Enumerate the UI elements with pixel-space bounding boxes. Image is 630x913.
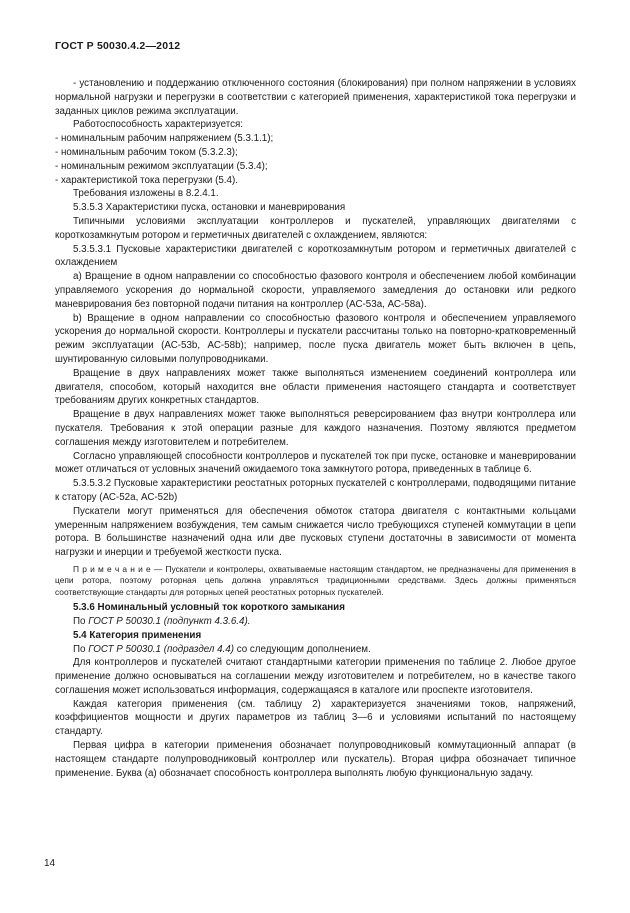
paragraph-run: По <box>73 643 89 655</box>
paragraph-text: Вращение в двух направлениях может также выполняться реверсированием фаз внутри контроллера или пускателя. Требования к этой операции разные для каждого назначения. Поэтому являются предметом соглашения между изготовителем и потребителем. <box>55 409 576 448</box>
paragraph-text: 5.3.5.3.1 Пусковые характеристики двигателей с короткозамкнутым ротором и герметичных двигателей с охлаждением <box>55 243 576 269</box>
document-header-title: ГОСТ Р 50030.4.2—2012 <box>55 40 181 52</box>
section-5-3-5-3-heading <box>55 201 576 215</box>
note-paragraph <box>55 564 576 598</box>
list-item <box>55 174 576 188</box>
list-item <box>55 160 576 174</box>
paragraph-run: со следующим дополнением. <box>234 643 371 655</box>
paragraph-text: 5.3.5.3 Характеристики пуска, остановки и маневрирования <box>73 202 346 214</box>
paragraph <box>55 270 576 311</box>
paragraph-text: 5.4 Категория применения <box>73 629 202 641</box>
section-5-4-heading <box>55 629 576 643</box>
paragraph-run: ГОСТ Р 50030.1 (подпункт 4.3.6.4). <box>88 615 251 627</box>
paragraph <box>55 739 576 780</box>
paragraph-text: Каждая категория применения (см. таблицу 2) характеризуется значениями токов, напряжений, коэффициентов мощности и других параметров из таблиц 3—6 и условиями испытаний по настоящему стандарту. <box>55 698 576 738</box>
document-body <box>55 77 576 780</box>
paragraph-text: П р и м е ч а н и е — Пускатели и контролеры, охватываемые настоящим стандартом, не предназначены для применения в цепи ротора, поэтому роторная цепь должна управляться традиционными средствами. Здесь должны применяться соответствующие стандарты для роторных цепей реостатных роторных пускателей. <box>55 563 576 597</box>
paragraph <box>55 215 576 243</box>
paragraph-text: Вращение в двух направлениях может также выполняться изменением соединений контроллера или двигателя, способом, который находится вне области применения настоящего стандарта и соответствует требованиям других конкретных стандартов. <box>55 367 576 407</box>
paragraph <box>55 408 576 449</box>
paragraph-text: - номинальным режимом эксплуатации (5.3.4); <box>55 160 268 172</box>
paragraph-text: Типичными условиями эксплуатации контроллеров и пускателей, управляющих двигателями с короткозамкнутым ротором и герметичных двигателей с охлаждением, являются: <box>55 215 576 241</box>
list-item <box>55 146 576 160</box>
paragraph-text: Требования изложены в 8.2.4.1. <box>73 188 219 200</box>
paragraph <box>55 505 576 560</box>
paragraph-text: Пускатели могут применяться для обеспечения обмоток статора двигателя с контактными кольцами умеренным напряжением возбуждения, тем самым снижается число требующихся ступеней коммутации в цепи ротора. В большинстве назначений одна или две пусковых ступени достаточны в зависимости от момента нагрузки и инерции и требуемой жесткости пуска. <box>55 505 576 559</box>
paragraph <box>55 643 576 657</box>
paragraph <box>55 450 576 478</box>
paragraph-text: - установлению и поддержанию отключенного состояния (блокирования) при полном напряжении в условиях нормальной нагрузки и перегрузки в соответствии с категорией применения, характеристикой тока перегрузки и заданных циклов режима эксплуатации. <box>55 78 576 117</box>
paragraph-text: b) Вращение в одном направлении со способностью фазового контроля и обеспечением управляемого ускорения до нормальной скорости. Контроллеры и пускатели рассчитаны только на повторно-кратковременный режим эксплуатации (АС-53b, АС-58b); например, после пуска двигатель может быть включен в цепь, шунтированную силовыми полупроводниками. <box>55 312 576 365</box>
paragraph-text: 5.3.5.3.2 Пусковые характеристики реостатных роторных пускателей с контроллерами, подводящими питание к статору (АС-52а, АС-52b) <box>55 478 576 503</box>
paragraph-text: Первая цифра в категории применения обозначает полупроводниковый коммутационный аппарат (в настоящем стандарте полупроводниковый контроллер или пускатель). Вторая цифра обозначает типичное применение. Буква (а) обозначает способность контроллера выполнять любую функциональную задачу. <box>55 740 576 779</box>
paragraph-text: Для контроллеров и пускателей считают стандартными категории применения по таблице 2. Любое другое применение должно основываться на соглашении между изготовителем и потребителем, но в качестве такого соглашения может использоваться информация, содержащаяся в каталоге или проспекте изготовителя. <box>55 657 576 696</box>
paragraph <box>55 656 576 697</box>
paragraph-run: ГОСТ Р 50030.1 (подраздел 4.4) <box>88 643 234 655</box>
paragraph <box>55 187 576 201</box>
paragraph-text: Согласно управляющей способности контроллеров и пускателей ток при пуске, остановке и маневрировании может отличаться от условных значений ожидаемого тока замкнутого ротора, приведенных в таблице 6. <box>55 450 576 476</box>
page-number: 14 <box>44 858 56 869</box>
paragraph-text: а) Вращение в одном направлении со способностью фазового контроля и обеспечением любой комбинации управляемого ускорения до нормальной скорости, управляемого замедления до остановки или редкого маневрирования без повторной подачи питания на контроллер (АС-53а, АС-58а). <box>55 271 576 310</box>
paragraph <box>55 615 576 629</box>
paragraph-text: 5.3.6 Номинальный условный ток короткого замыкания <box>73 602 345 614</box>
paragraph <box>55 77 576 118</box>
paragraph <box>55 367 576 408</box>
paragraph-text: - характеристикой тока перегрузки (5.4). <box>55 174 238 186</box>
paragraph <box>55 118 576 132</box>
paragraph-text: - номинальным рабочим напряжением (5.3.1.1); <box>55 133 274 145</box>
paragraph-text: - номинальным рабочим током (5.3.2.3); <box>55 146 238 158</box>
paragraph-text: Работоспособность характеризуется: <box>73 119 243 131</box>
paragraph <box>55 698 576 739</box>
paragraph-run: По <box>73 615 89 627</box>
list-item <box>55 132 576 146</box>
section-5-3-5-3-2-heading <box>55 477 576 505</box>
paragraph <box>55 312 576 367</box>
section-5-3-6-heading <box>55 601 576 615</box>
section-5-3-5-3-1-heading <box>55 243 576 271</box>
